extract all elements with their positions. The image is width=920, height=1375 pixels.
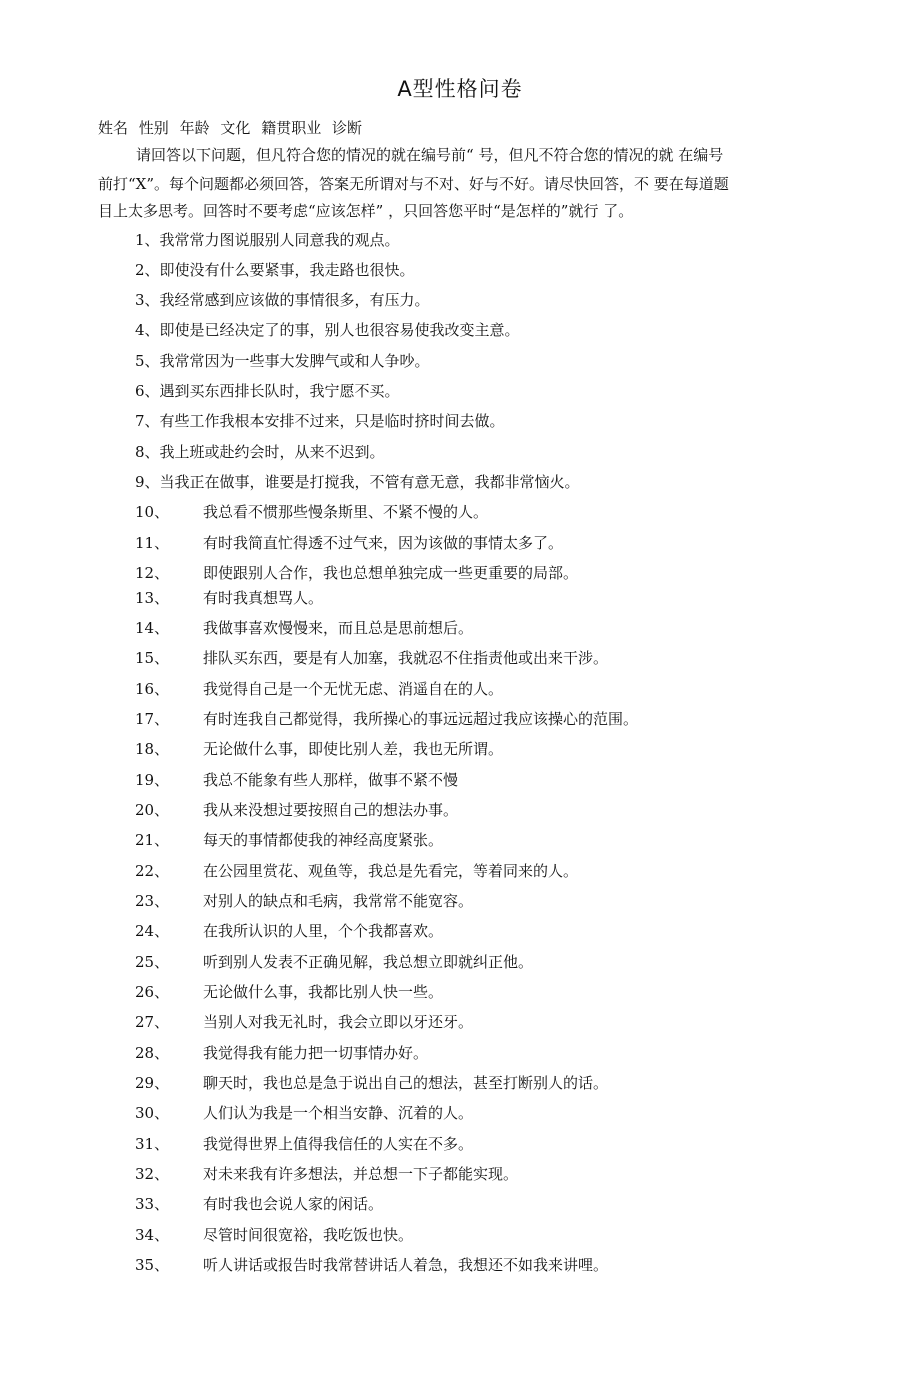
question-number: 27、 bbox=[135, 1013, 170, 1031]
question-text: 我从来没想过要按照自己的想法办事。 bbox=[203, 801, 459, 819]
question-number: 2、 bbox=[135, 261, 160, 279]
question-number: 28、 bbox=[135, 1044, 170, 1062]
info-field-diagnosis: 诊断 bbox=[331, 119, 362, 137]
question-number: 24、 bbox=[135, 922, 170, 940]
info-field-origin-occupation: 籍贯职业 bbox=[261, 119, 322, 137]
question-text: 我觉得世界上值得我信任的人实在不多。 bbox=[203, 1135, 474, 1153]
question-number: 7、 bbox=[135, 412, 160, 430]
question-number: 19、 bbox=[135, 771, 170, 789]
question-number: 1、 bbox=[135, 231, 160, 249]
info-field-education: 文化 bbox=[220, 119, 251, 137]
question-text: 听人讲话或报告时我常替讲话人着急，我想还不如我来讲哩。 bbox=[203, 1256, 609, 1274]
question-text: 我上班或赴约会时，从来不迟到。 bbox=[159, 443, 385, 461]
instruction-line-1: 请回答以下问题，但凡符合您的情况的就在编号前“ 号，但凡不符合您的情况的就 在编号 bbox=[136, 146, 724, 164]
info-field-name: 姓名 bbox=[98, 119, 129, 137]
question-text: 有时我也会说人家的闲话。 bbox=[203, 1195, 384, 1213]
question-text: 人们认为我是一个相当安静、沉着的人。 bbox=[203, 1104, 474, 1122]
question-number: 23、 bbox=[135, 892, 170, 910]
question-text: 有时我简直忙得透不过气来，因为该做的事情太多了。 bbox=[203, 534, 564, 552]
question-number: 5、 bbox=[135, 352, 160, 370]
question-text: 排队买东西，要是有人加塞，我就忍不住指责他或出来干涉。 bbox=[203, 649, 609, 667]
question-item bbox=[135, 259, 415, 281]
instruction-line-3: 目上太多思考。回答时不要考虑“应该怎样” ，只回答您平时“是怎样的”就行 了。 bbox=[98, 202, 634, 220]
question-item bbox=[135, 471, 580, 493]
question-text: 遇到买东西排长队时，我宁愿不买。 bbox=[159, 382, 400, 400]
question-text: 无论做什么事，我都比别人快一些。 bbox=[203, 983, 444, 1001]
respondent-info-line bbox=[98, 117, 368, 138]
question-text: 我觉得我有能力把一切事情办好。 bbox=[203, 1044, 429, 1062]
question-text: 我做事喜欢慢慢来，而且总是思前想后。 bbox=[203, 619, 474, 637]
question-item bbox=[135, 229, 400, 251]
question-text: 听到别人发表不正确见解，我总想立即就纠正他。 bbox=[203, 953, 534, 971]
question-number: 35、 bbox=[135, 1256, 170, 1274]
question-text: 在我所认识的人里，个个我都喜欢。 bbox=[203, 922, 444, 940]
question-text: 我总看不惯那些慢条斯里、不紧不慢的人。 bbox=[203, 503, 489, 521]
question-number: 34、 bbox=[135, 1226, 170, 1244]
question-item bbox=[135, 441, 385, 463]
question-item bbox=[135, 350, 430, 372]
info-field-gender: 性别 bbox=[138, 119, 169, 137]
question-number: 29、 bbox=[135, 1074, 170, 1092]
question-number: 3、 bbox=[135, 291, 160, 309]
question-text: 有时我真想骂人。 bbox=[203, 589, 324, 607]
question-item bbox=[135, 319, 520, 341]
question-text: 在公园里赏花、观鱼等，我总是先看完，等着同来的人。 bbox=[203, 862, 579, 880]
question-number: 6、 bbox=[135, 382, 160, 400]
question-text: 对未来我有许多想法，并总想一下子都能实现。 bbox=[203, 1165, 519, 1183]
question-text: 我总不能象有些人那样，做事不紧不慢 bbox=[203, 771, 459, 789]
question-text: 当我正在做事，谁要是打搅我，不管有意无意，我都非常恼火。 bbox=[159, 473, 580, 491]
question-number: 22、 bbox=[135, 862, 170, 880]
question-number: 25、 bbox=[135, 953, 170, 971]
question-text: 我经常感到应该做的事情很多，有压力。 bbox=[159, 291, 430, 309]
question-text: 每天的事情都使我的神经高度紧张。 bbox=[203, 831, 444, 849]
question-text: 即使跟别人合作，我也总想单独完成一些更重要的局部。 bbox=[203, 564, 579, 582]
question-number: 13、 bbox=[135, 589, 170, 607]
question-text: 尽管时间很宽裕，我吃饭也快。 bbox=[203, 1226, 414, 1244]
question-number: 15、 bbox=[135, 649, 170, 667]
question-number: 30、 bbox=[135, 1104, 170, 1122]
question-number: 10、 bbox=[135, 503, 170, 521]
question-item bbox=[135, 410, 505, 432]
page-title: A型性格问卷 bbox=[397, 77, 523, 101]
question-number: 11、 bbox=[135, 534, 170, 552]
question-number: 17、 bbox=[135, 710, 170, 728]
question-number: 4、 bbox=[135, 321, 160, 339]
question-number: 18、 bbox=[135, 740, 170, 758]
question-number: 9、 bbox=[135, 473, 160, 491]
question-number: 12、 bbox=[135, 564, 170, 582]
question-number: 26、 bbox=[135, 983, 170, 1001]
question-text: 有些工作我根本安排不过来，只是临时挤时间去做。 bbox=[159, 412, 505, 430]
question-number: 16、 bbox=[135, 680, 170, 698]
instruction-line-2: 前打“X”。每个问题都必须回答，答案无所谓对与不对、好与不好。请尽快回答，不 要在每道题 bbox=[98, 175, 729, 193]
question-text: 无论做什么事，即使比别人差，我也无所谓。 bbox=[203, 740, 504, 758]
question-number: 21、 bbox=[135, 831, 170, 849]
question-text: 即使没有什么要紧事，我走路也很快。 bbox=[159, 261, 415, 279]
question-number: 20、 bbox=[135, 801, 170, 819]
question-number: 31、 bbox=[135, 1135, 170, 1153]
question-number: 8、 bbox=[135, 443, 160, 461]
question-number: 33、 bbox=[135, 1195, 170, 1213]
question-text: 我常常力图说服别人同意我的观点。 bbox=[159, 231, 400, 249]
info-field-age: 年龄 bbox=[179, 119, 210, 137]
question-number: 14、 bbox=[135, 619, 170, 637]
question-text: 有时连我自己都觉得，我所操心的事远远超过我应该操心的范围。 bbox=[203, 710, 639, 728]
question-text: 我觉得自己是一个无忧无虑、消遥自在的人。 bbox=[203, 680, 504, 698]
question-text: 聊天时，我也总是急于说出自己的想法，甚至打断别人的话。 bbox=[203, 1074, 609, 1092]
question-text: 当别人对我无礼时，我会立即以牙还牙。 bbox=[203, 1013, 474, 1031]
question-number: 32、 bbox=[135, 1165, 170, 1183]
question-text: 对别人的缺点和毛病，我常常不能宽容。 bbox=[203, 892, 474, 910]
question-text: 即使是已经决定了的事，别人也很容易使我改变主意。 bbox=[159, 321, 520, 339]
question-item bbox=[135, 289, 430, 311]
question-text: 我常常因为一些事大发脾气或和人争吵。 bbox=[159, 352, 430, 370]
question-item bbox=[135, 380, 400, 402]
